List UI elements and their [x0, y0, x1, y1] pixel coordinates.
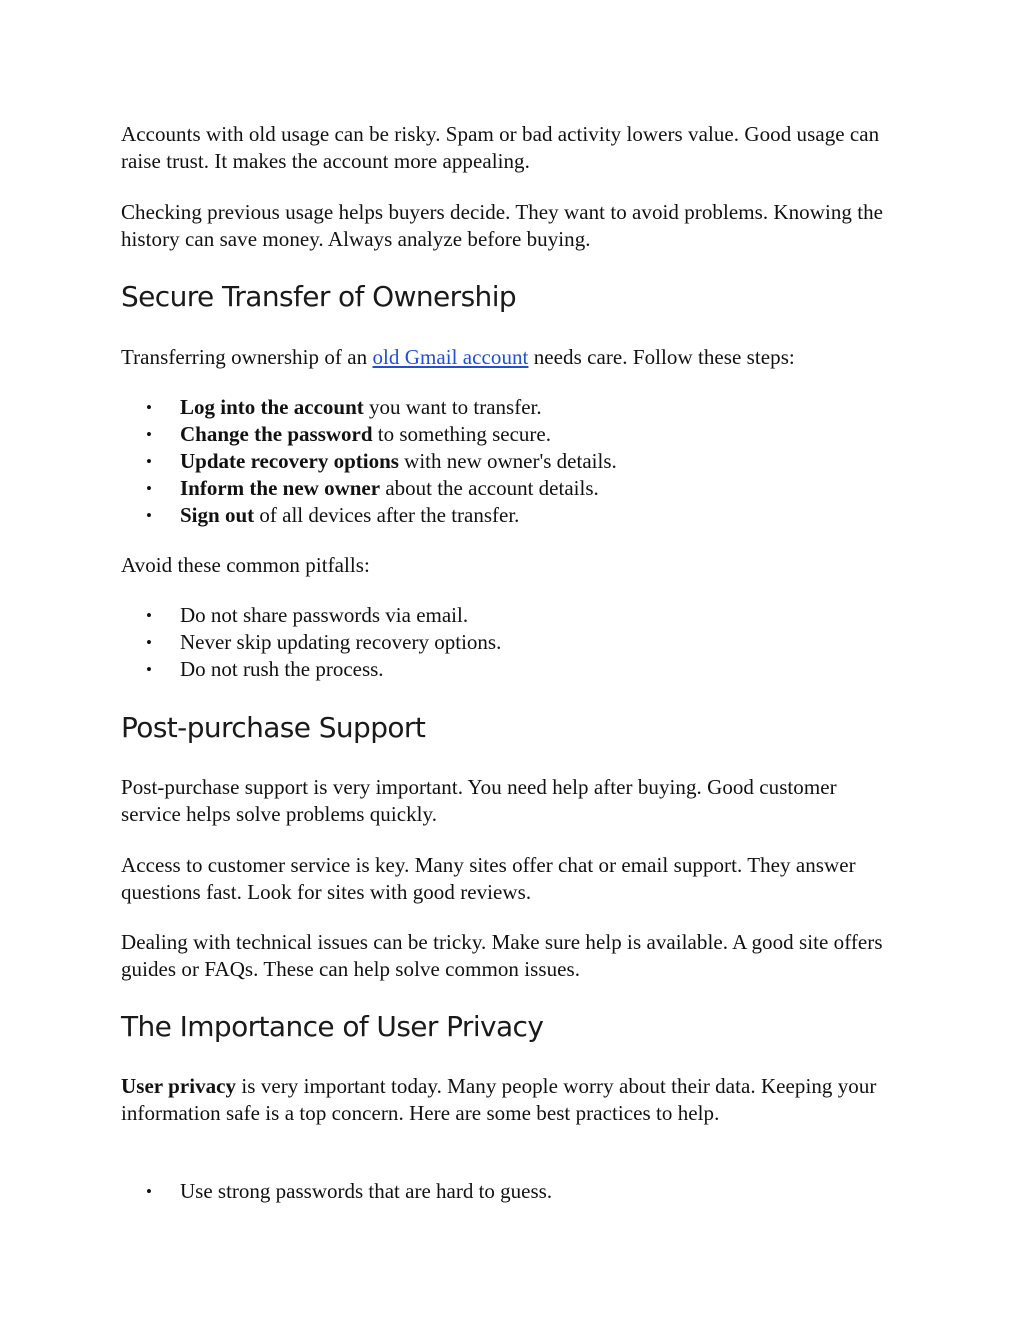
old-gmail-account-link[interactable]: old Gmail account — [372, 345, 529, 369]
step-text: of all devices after the transfer. — [254, 503, 520, 527]
privacy-bold-lead: User privacy — [121, 1074, 237, 1098]
section-heading-support: Post-purchase Support — [121, 711, 426, 744]
list-item — [121, 394, 901, 421]
list-item — [121, 602, 901, 629]
privacy-tips-list — [121, 1178, 901, 1205]
transfer-intro-after: needs care. Follow these steps: — [528, 345, 795, 369]
pitfalls-intro: Avoid these common pitfalls: — [121, 553, 370, 577]
bullet-icon: • — [146, 1182, 152, 1201]
bullet-icon: • — [146, 606, 152, 625]
pitfall-text: Do not share passwords via email. — [180, 603, 469, 627]
step-bold: Log into the account — [180, 395, 364, 419]
step-text: to something secure. — [372, 422, 551, 446]
step-bold: Sign out — [180, 503, 255, 527]
tip-text: Use strong passwords that are hard to guess. — [180, 1179, 553, 1203]
list-item — [121, 629, 901, 656]
pitfall-text: Do not rush the process. — [180, 657, 384, 681]
list-item — [121, 502, 901, 529]
transfer-steps-list — [121, 394, 901, 529]
pitfall-text: Never skip updating recovery options. — [180, 630, 502, 654]
privacy-paragraph-1 — [121, 1073, 901, 1127]
bullet-icon: • — [146, 506, 152, 525]
support-paragraph-2: Access to customer service is key. Many sites offer chat or email support. They answer questions fast. Look for sites with good reviews. — [121, 853, 856, 904]
intro-paragraph-2: Checking previous usage helps buyers decide. They want to avoid problems. Knowing the history can save money. Always analyze before buying. — [121, 200, 884, 251]
intro-paragraph-1: Accounts with old usage can be risky. Spam or bad activity lowers value. Good usage can raise trust. It makes the account more appealing. — [121, 122, 880, 173]
step-text: you want to transfer. — [363, 395, 542, 419]
list-item — [121, 1178, 901, 1205]
transfer-intro-paragraph — [121, 344, 901, 371]
section-heading-privacy: The Importance of User Privacy — [121, 1010, 544, 1043]
list-item — [121, 421, 901, 448]
list-item — [121, 448, 901, 475]
transfer-intro-before: Transferring ownership of an — [121, 345, 373, 369]
step-text: about the account details. — [380, 476, 599, 500]
bullet-icon: • — [146, 660, 152, 679]
list-item — [121, 475, 901, 502]
step-text: with new owner's details. — [398, 449, 617, 473]
step-bold: Change the password — [180, 422, 373, 446]
bullet-icon: • — [146, 633, 152, 652]
bullet-icon: • — [146, 398, 152, 417]
privacy-paragraph-text: is very important today. Many people worry about their data. Keeping your information safe is a top concern. Here are some best practices to help. — [121, 1074, 877, 1125]
bullet-icon: • — [146, 425, 152, 444]
bullet-icon: • — [146, 452, 152, 471]
step-bold: Inform the new owner — [180, 476, 381, 500]
bullet-icon: • — [146, 479, 152, 498]
support-paragraph-3: Dealing with technical issues can be tricky. Make sure help is available. A good site offers guides or FAQs. These can help solve common issues. — [121, 930, 883, 981]
section-heading-transfer: Secure Transfer of Ownership — [121, 280, 517, 313]
step-bold: Update recovery options — [180, 449, 399, 473]
list-item — [121, 656, 901, 683]
support-paragraph-1: Post-purchase support is very important. You need help after buying. Good customer service helps solve problems quickly. — [121, 775, 837, 826]
pitfalls-list — [121, 602, 901, 683]
